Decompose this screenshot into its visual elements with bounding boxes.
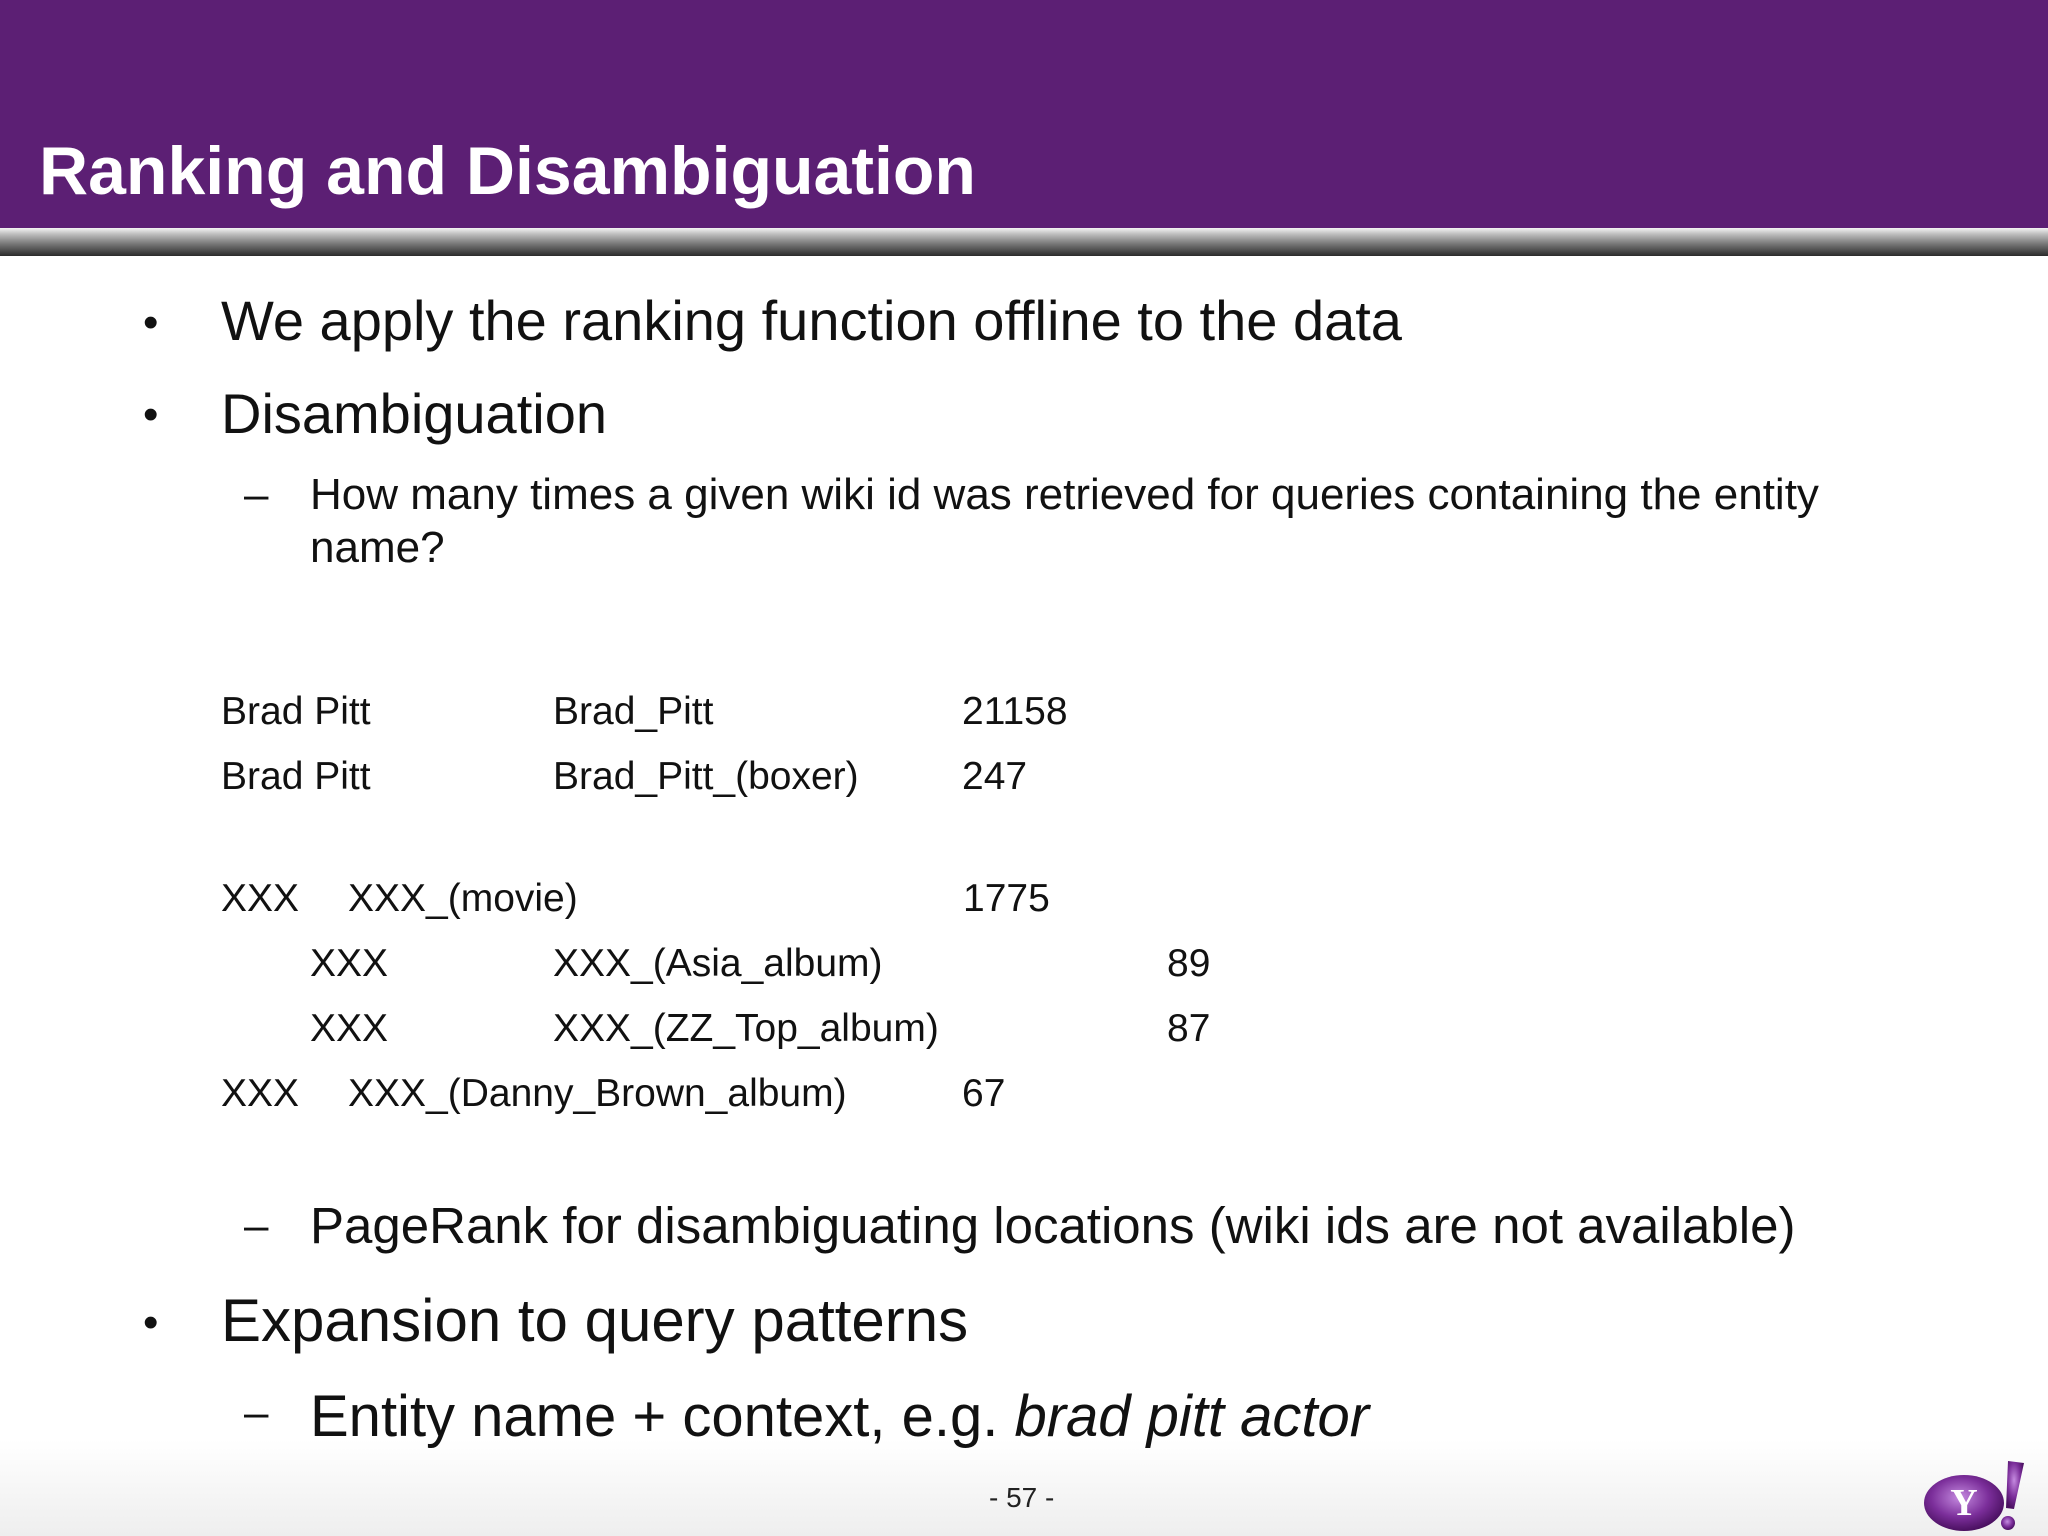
table-cell-name: XXX <box>221 877 300 920</box>
table-cell-count: 87 <box>1167 1007 1211 1050</box>
table-cell-count: 89 <box>1167 942 1211 985</box>
table-cell-wiki-id: XXX_(ZZ_Top_album) <box>553 1007 939 1050</box>
slide-title: Ranking and Disambiguation <box>39 133 976 209</box>
sub-bullet-wiki-id-count-line2: name? <box>310 523 445 572</box>
title-divider <box>0 228 2048 256</box>
table-cell-name: XXX <box>310 1007 389 1050</box>
table-cell-count: 1775 <box>963 877 1050 920</box>
table-cell-name: Brad Pitt <box>221 690 371 733</box>
sub-bullet-marker: – <box>244 1201 269 1250</box>
table-cell-name: XXX <box>221 1072 300 1115</box>
bullet-disambiguation: Disambiguation <box>221 382 607 445</box>
table-cell-count: 21158 <box>962 690 1068 733</box>
sub-bullet-pagerank: PageRank for disambiguating locations (wiki ids are not available) <box>310 1197 1796 1254</box>
table-cell-wiki-id: XXX_(Danny_Brown_album) <box>348 1072 847 1115</box>
table-cell-wiki-id: XXX_(Asia_album) <box>553 942 883 985</box>
bullet-expansion-query-patterns: Expansion to query patterns <box>221 1287 969 1354</box>
yahoo-logo-icon <box>1920 1457 2030 1535</box>
entity-context-example: brad pitt actor <box>1014 1384 1370 1449</box>
bullet-marker: • <box>143 1298 159 1347</box>
sub-bullet-entity-context <box>310 1383 1369 1450</box>
bullet-ranking-offline: We apply the ranking function offline to the data <box>221 289 1402 352</box>
table-cell-name: XXX <box>310 942 389 985</box>
table-cell-wiki-id: Brad_Pitt_(boxer) <box>553 755 859 798</box>
table-cell-wiki-id: Brad_Pitt <box>553 690 714 733</box>
sub-bullet-marker: – <box>244 1388 269 1437</box>
sub-bullet-wiki-id-count-line1: How many times a given wiki id was retrieved for queries containing the entity <box>310 470 1819 519</box>
table-cell-count: 67 <box>962 1072 1006 1115</box>
table-cell-name: Brad Pitt <box>221 755 371 798</box>
page-number: - 57 - <box>989 1482 1055 1513</box>
svg-text:Y: Y <box>1950 1482 1978 1524</box>
sub-bullet-marker: – <box>244 470 269 519</box>
table-cell-count: 247 <box>962 755 1028 798</box>
bullet-marker: • <box>143 390 159 439</box>
table-cell-wiki-id: XXX_(movie) <box>348 877 578 920</box>
bullet-marker: • <box>143 298 159 347</box>
entity-context-prefix: Entity name + context, e.g. <box>310 1384 1015 1449</box>
